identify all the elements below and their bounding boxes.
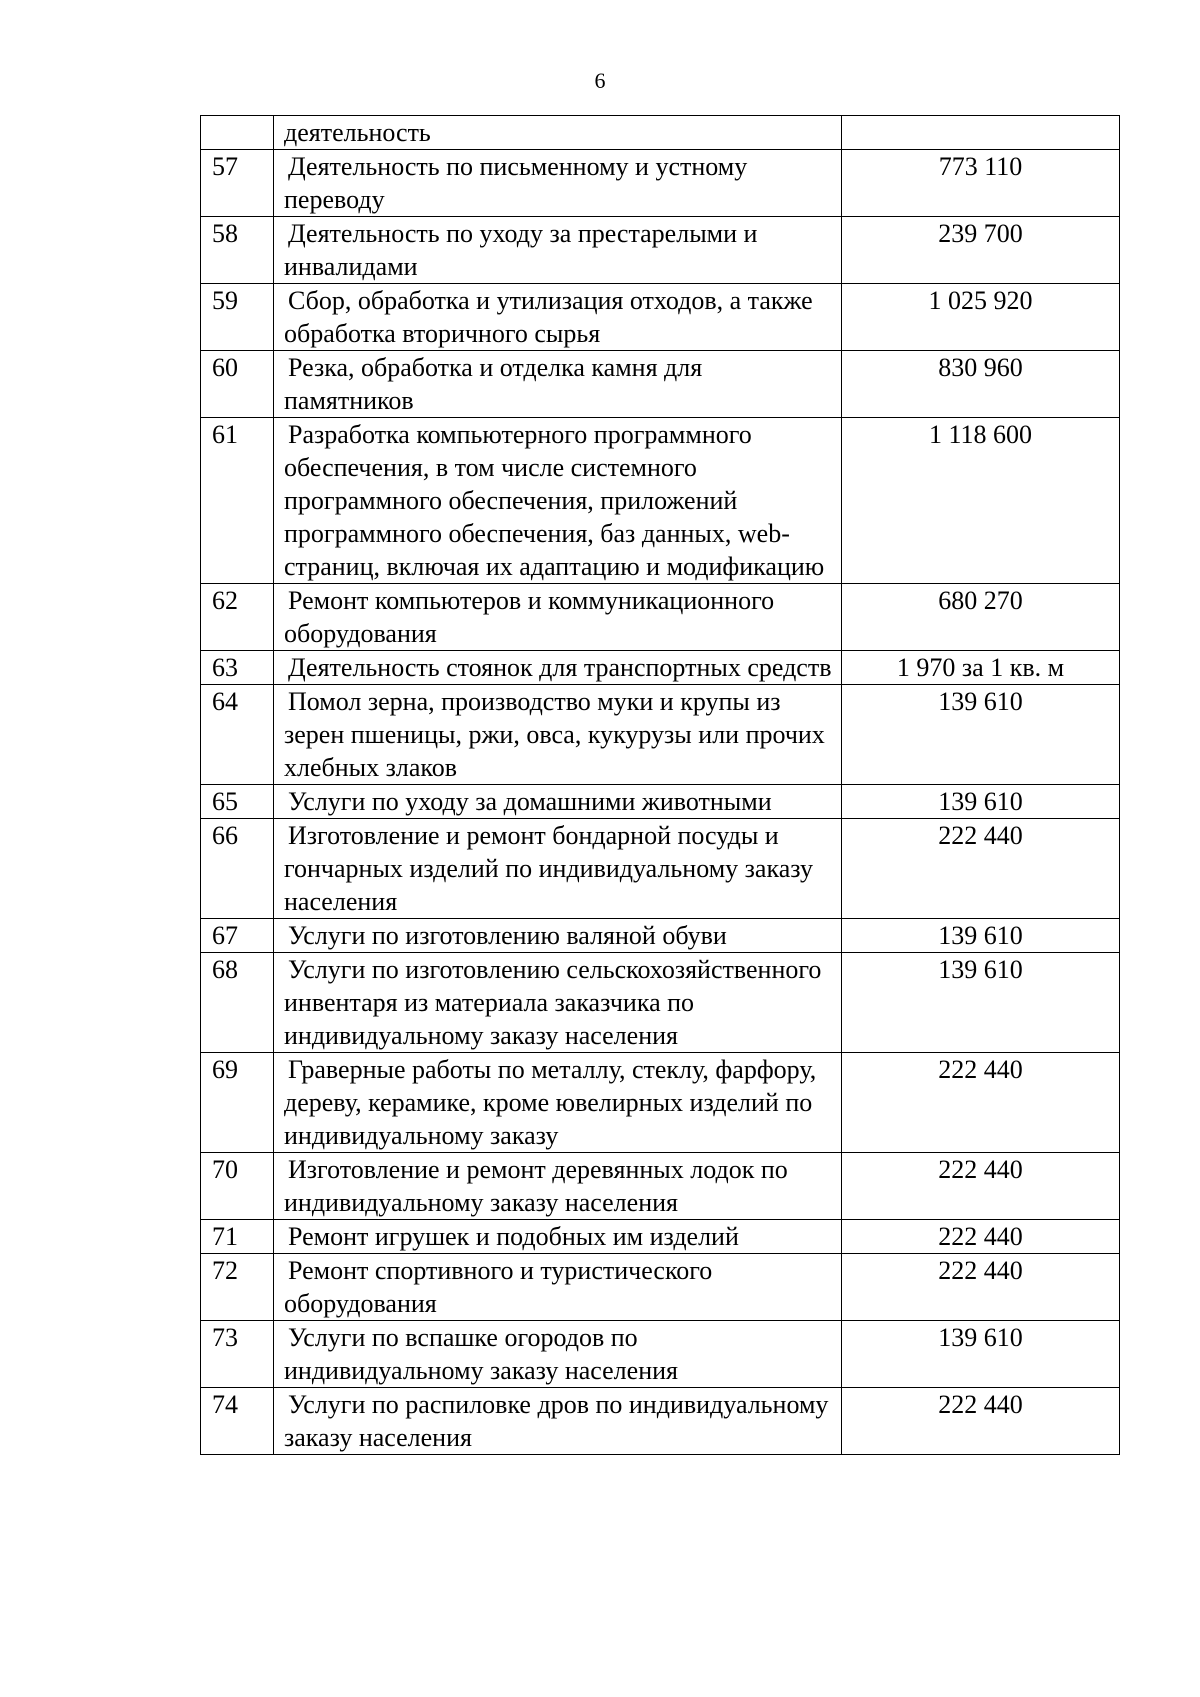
activity-value: 222 440 — [842, 1053, 1120, 1153]
activity-name — [274, 1388, 842, 1455]
activity-name — [274, 150, 842, 217]
activity-name-text: Ремонт спортивного и туристического оборудования — [284, 1256, 713, 1318]
row-number: 65 — [201, 785, 274, 819]
table-row — [201, 785, 1120, 819]
activity-value: 139 610 — [842, 685, 1120, 785]
activity-name — [274, 919, 842, 953]
activity-name — [274, 217, 842, 284]
activity-name-text: Сбор, обработка и утилизация отходов, а также обработка вторичного сырья — [284, 286, 813, 348]
table-body — [201, 116, 1120, 1455]
row-number: 69 — [201, 1053, 274, 1153]
row-number: 61 — [201, 418, 274, 584]
row-number: 74 — [201, 1388, 274, 1455]
activity-name-text: Услуги по вспашке огородов по индивидуальному заказу населения — [284, 1323, 678, 1385]
table-row — [201, 418, 1120, 584]
row-number: 58 — [201, 217, 274, 284]
activity-name-text: Деятельность по уходу за престарелыми и инвалидами — [284, 219, 758, 281]
table-row — [201, 685, 1120, 785]
activity-name-text: Граверные работы по металлу, стеклу, фарфору, дереву, керамике, кроме ювелирных изделий по индивидуальному заказу — [284, 1055, 817, 1150]
activity-value: 222 440 — [842, 1388, 1120, 1455]
row-number: 73 — [201, 1321, 274, 1388]
table-row — [201, 1388, 1120, 1455]
activity-name: деятельность — [274, 116, 842, 150]
row-number: 63 — [201, 651, 274, 685]
table-row-continuation — [201, 116, 1120, 150]
activity-value: 139 610 — [842, 919, 1120, 953]
activity-name-text: Деятельность стоянок для транспортных средств — [288, 653, 832, 682]
activity-name — [274, 785, 842, 819]
activity-name — [274, 1153, 842, 1220]
activity-name — [274, 819, 842, 919]
activity-name-text: Услуги по изготовлению валяной обуви — [288, 921, 727, 950]
activity-name-text: Услуги по уходу за домашними животными — [288, 787, 772, 816]
table-row — [201, 217, 1120, 284]
activity-name — [274, 953, 842, 1053]
activity-value: 222 440 — [842, 819, 1120, 919]
activity-name — [274, 1254, 842, 1321]
activity-name — [274, 651, 842, 685]
activities-table — [200, 115, 1120, 1455]
activity-name — [274, 351, 842, 418]
table-row — [201, 1220, 1120, 1254]
row-number: 68 — [201, 953, 274, 1053]
activity-value: 1 970 за 1 кв. м — [842, 651, 1120, 685]
row-number: 67 — [201, 919, 274, 953]
activity-name — [274, 1220, 842, 1254]
table-row — [201, 584, 1120, 651]
activity-value: 830 960 — [842, 351, 1120, 418]
row-number — [201, 116, 274, 150]
activity-name-text: Разработка компьютерного программного обеспечения, в том числе системного программного обеспечения, приложений программного обеспечения, баз данных, web-страниц, включая их адаптацию и модификацию — [284, 420, 825, 581]
activity-name — [274, 685, 842, 785]
activity-name — [274, 584, 842, 651]
activity-value: 1 118 600 — [842, 418, 1120, 584]
row-number: 72 — [201, 1254, 274, 1321]
activity-value: 139 610 — [842, 1321, 1120, 1388]
row-number: 71 — [201, 1220, 274, 1254]
table-row — [201, 1053, 1120, 1153]
table-row — [201, 1321, 1120, 1388]
row-number: 64 — [201, 685, 274, 785]
row-number: 66 — [201, 819, 274, 919]
activity-value: 139 610 — [842, 953, 1120, 1053]
row-number: 57 — [201, 150, 274, 217]
table-row — [201, 284, 1120, 351]
table-row — [201, 819, 1120, 919]
table-row — [201, 919, 1120, 953]
activity-name-text: Изготовление и ремонт деревянных лодок по индивидуальному заказу населения — [284, 1155, 788, 1217]
activity-value — [842, 116, 1120, 150]
activity-name — [274, 284, 842, 351]
activity-name-text: Деятельность по письменному и устному переводу — [284, 152, 748, 214]
activity-name-text: Ремонт компьютеров и коммуникационного оборудования — [284, 586, 775, 648]
activity-name-text: Услуги по распиловке дров по индивидуальному заказу населения — [284, 1390, 829, 1452]
table-row — [201, 651, 1120, 685]
activity-value: 239 700 — [842, 217, 1120, 284]
activity-value: 222 440 — [842, 1254, 1120, 1321]
table-row — [201, 953, 1120, 1053]
activity-name-text: Помол зерна, производство муки и крупы из зерен пшеницы, ржи, овса, кукурузы или прочих хлебных злаков — [284, 687, 825, 782]
page-number: 6 — [594, 68, 606, 93]
activity-name — [274, 1053, 842, 1153]
activity-name — [274, 1321, 842, 1388]
table-row — [201, 351, 1120, 418]
activity-value: 139 610 — [842, 785, 1120, 819]
activity-name-text: Изготовление и ремонт бондарной посуды и гончарных изделий по индивидуальному заказу населения — [284, 821, 813, 916]
table-row — [201, 150, 1120, 217]
row-number: 62 — [201, 584, 274, 651]
activity-value: 680 270 — [842, 584, 1120, 651]
activity-name-text: Резка, обработка и отделка камня для памятников — [284, 353, 703, 415]
table-row — [201, 1153, 1120, 1220]
activity-value: 773 110 — [842, 150, 1120, 217]
row-number: 59 — [201, 284, 274, 351]
activity-value: 222 440 — [842, 1153, 1120, 1220]
activity-value: 222 440 — [842, 1220, 1120, 1254]
activity-name — [274, 418, 842, 584]
activity-name-text: Ремонт игрушек и подобных им изделий — [288, 1222, 739, 1251]
activity-value: 1 025 920 — [842, 284, 1120, 351]
row-number: 70 — [201, 1153, 274, 1220]
table-row — [201, 1254, 1120, 1321]
activity-name-text: Услуги по изготовлению сельскохозяйственного инвентаря из материала заказчика по индивидуальному заказу населения — [284, 955, 822, 1050]
row-number: 60 — [201, 351, 274, 418]
